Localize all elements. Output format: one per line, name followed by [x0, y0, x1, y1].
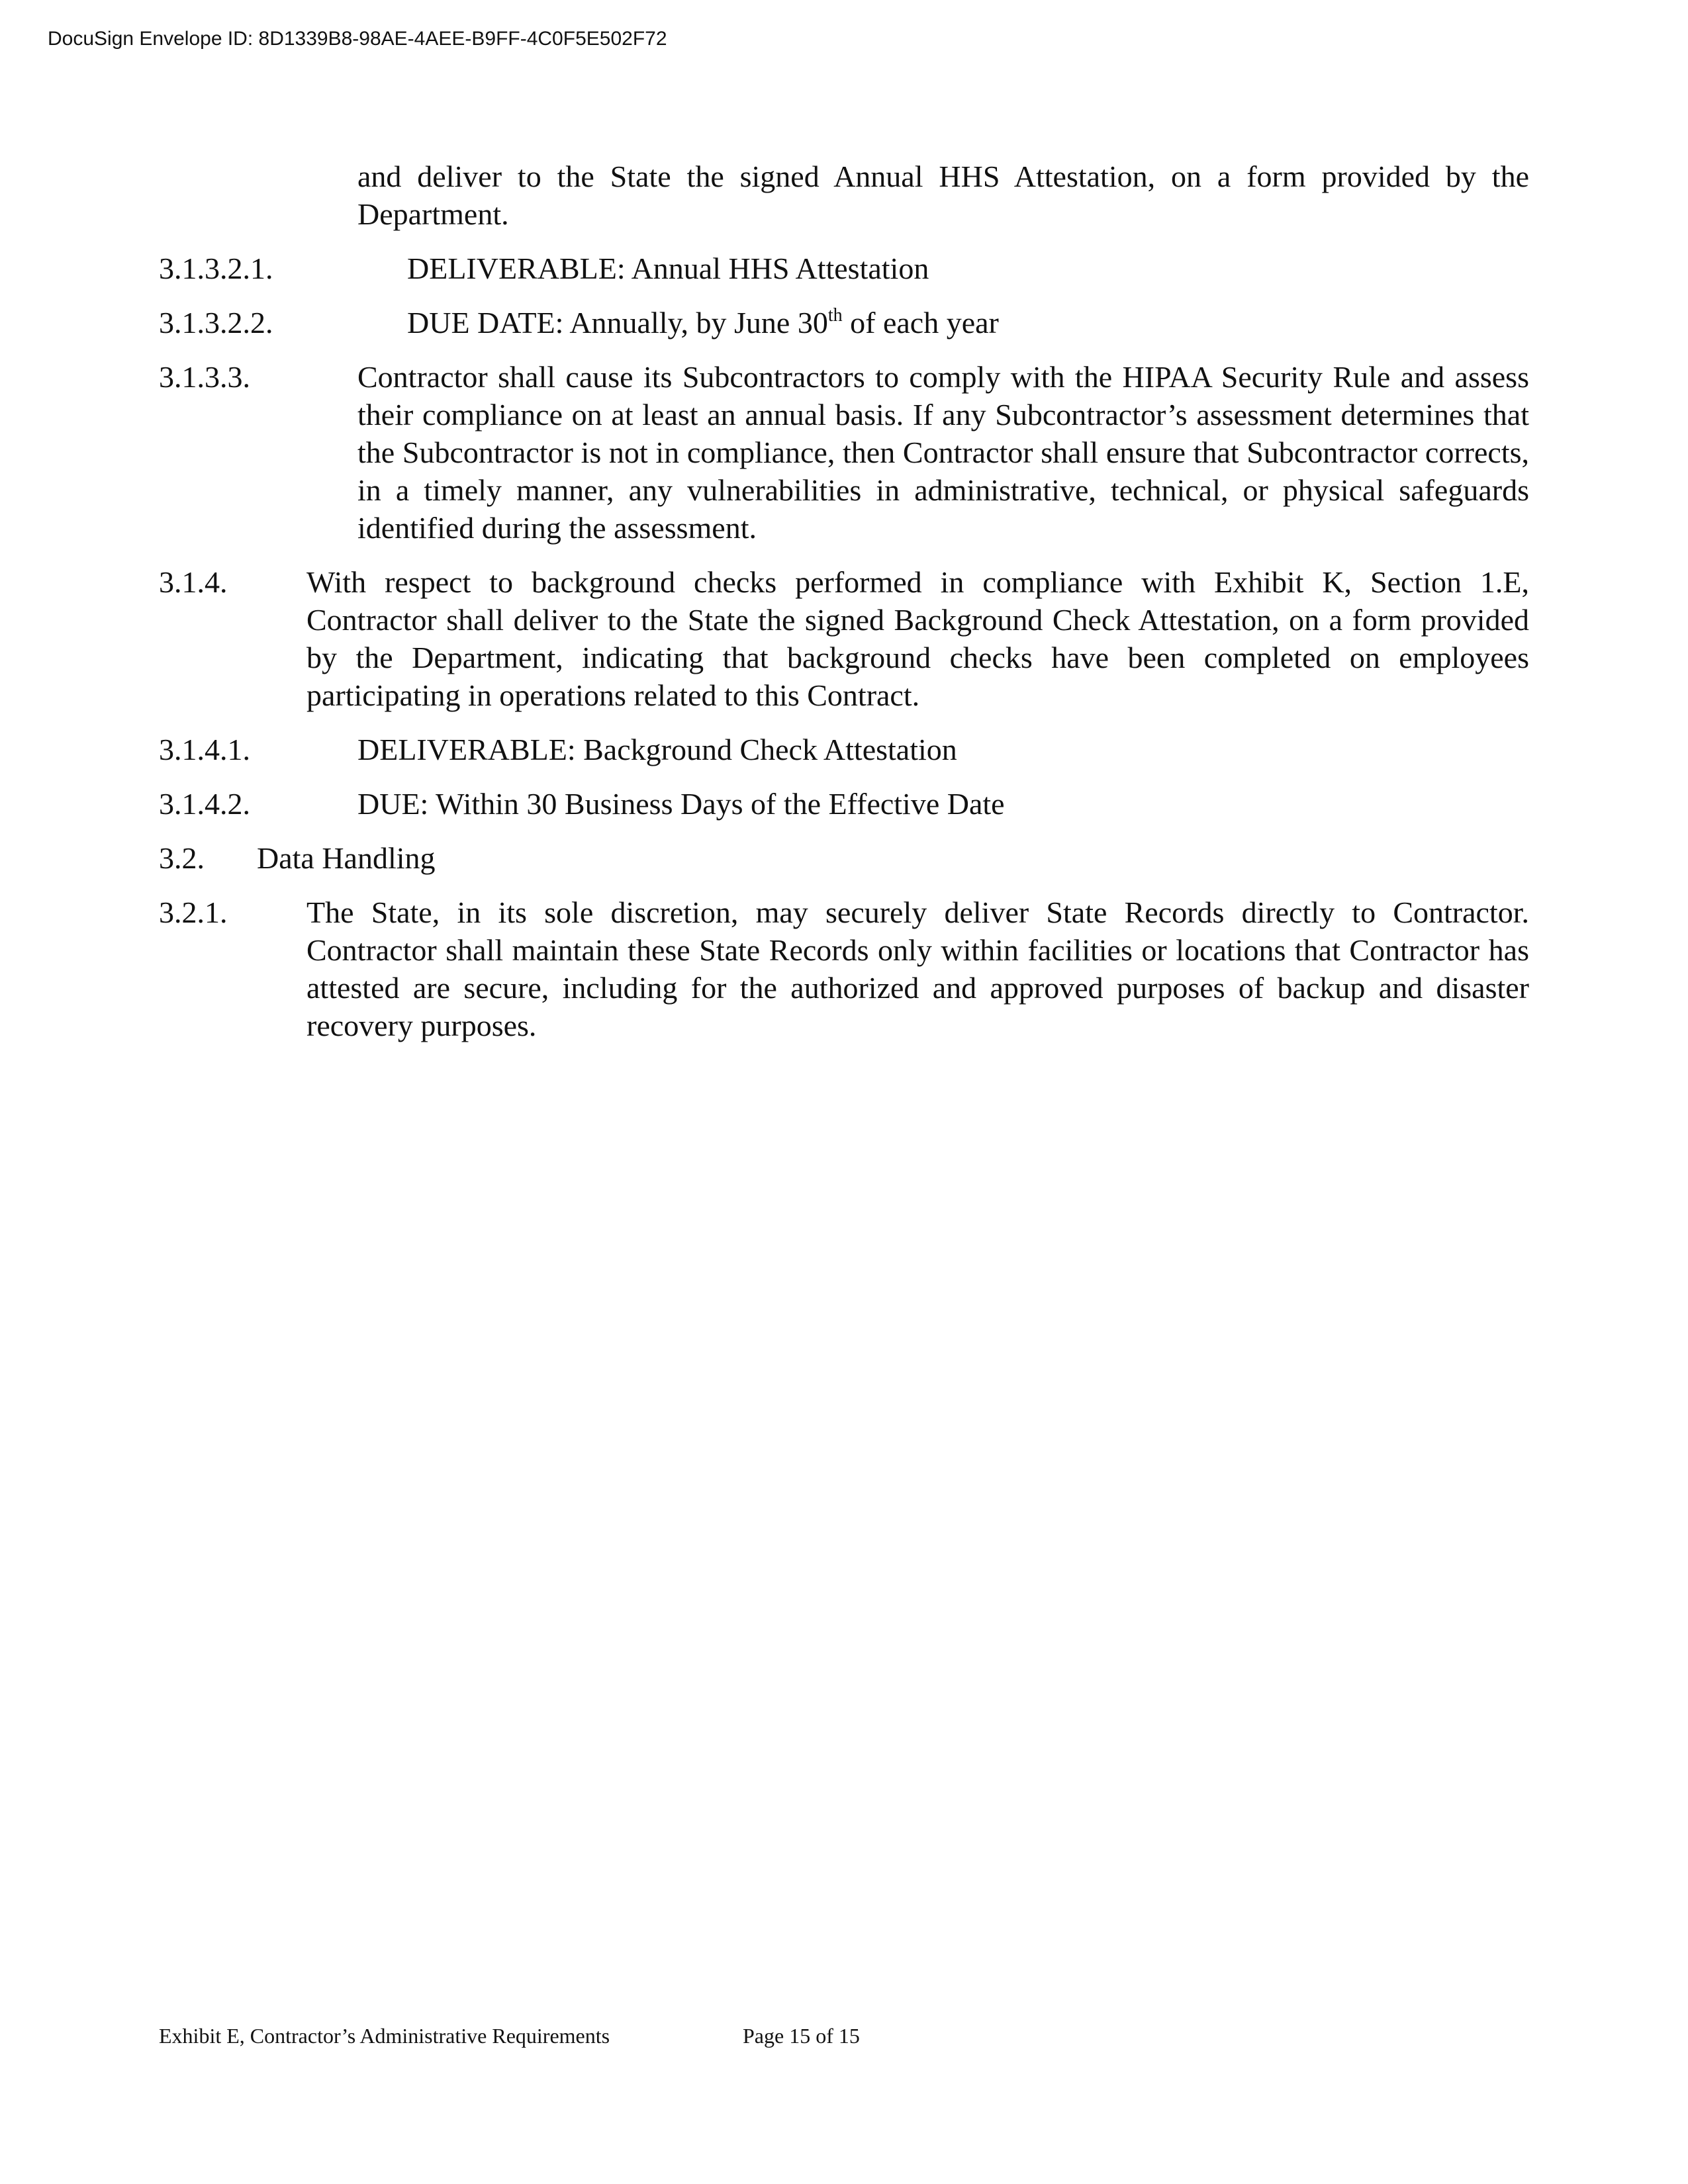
envelope-id: DocuSign Envelope ID: 8D1339B8-98AE-4AEE-B9FF-4C0F5E502F72 — [48, 28, 667, 50]
paragraph-3-1-3-2-2 — [159, 304, 1529, 341]
section-number: 3.2. — [159, 841, 205, 875]
paragraph-continuation — [159, 158, 1529, 233]
section-heading: Data Handling — [257, 841, 436, 875]
section-number: 3.2.1. — [159, 895, 228, 929]
section-number: 3.1.3.3. — [159, 360, 250, 394]
footer-exhibit-title: Exhibit E, Contractor’s Administrative Requirements — [159, 2024, 610, 2048]
section-number: 3.1.4. — [159, 565, 228, 599]
section-number: 3.1.3.2.1. — [159, 251, 273, 285]
paragraph-3-1-3-2-1 — [159, 250, 1529, 287]
due-date-text-end: of each year — [842, 306, 999, 340]
paragraph-3-2-1 — [159, 893, 1529, 1044]
paragraph-text: DELIVERABLE: Annual HHS Attestation — [407, 251, 929, 285]
paragraph-text: With respect to background checks performed in compliance with Exhibit K, Section 1.E, Contractor shall deliver to the State the signed Background Check Attestation, on a form provided by the Department, indicating that background checks have been completed on employees participating in operations related to this Contract. — [306, 565, 1529, 712]
paragraph-3-1-4-1 — [159, 731, 1529, 768]
paragraph-text — [407, 304, 1529, 341]
paragraph-text: DUE: Within 30 Business Days of the Effective Date — [357, 787, 1005, 821]
paragraph-text: and deliver to the State the signed Annual HHS Attestation, on a form provided by the Department. — [357, 159, 1529, 231]
paragraph-3-1-4 — [159, 563, 1529, 714]
paragraph-text: Contractor shall cause its Subcontractors to comply with the HIPAA Security Rule and assess their compliance on at least an annual basis. If any Subcontractor’s assessment determines that the Subcontractor is not in compliance, then Contractor shall ensure that Subcontractor corrects, in a timely manner, any vulnerabilities in administrative, technical, or physical safeguards identified during the assessment. — [357, 360, 1529, 545]
document-body — [159, 158, 1529, 1061]
ordinal-superscript: th — [827, 305, 843, 326]
paragraph-text: The State, in its sole discretion, may securely deliver State Records directly to Contractor. Contractor shall maintain these State Records only within facilities or locations that Contractor has attested are secure, including for the authorized and approved purposes of backup and disaster recovery purposes. — [306, 895, 1529, 1042]
paragraph-3-1-3-3 — [159, 358, 1529, 547]
footer-page-number: Page 15 of 15 — [743, 2024, 860, 2048]
paragraph-3-1-4-2 — [159, 785, 1529, 823]
section-number: 3.1.4.2. — [159, 787, 250, 821]
paragraph-text: DELIVERABLE: Background Check Attestation — [357, 733, 957, 766]
section-heading-3-2 — [159, 839, 1529, 877]
section-number: 3.1.4.1. — [159, 733, 250, 766]
section-number: 3.1.3.2.2. — [159, 306, 273, 340]
due-date-text: DUE DATE: Annually, by June 30 — [407, 306, 828, 340]
